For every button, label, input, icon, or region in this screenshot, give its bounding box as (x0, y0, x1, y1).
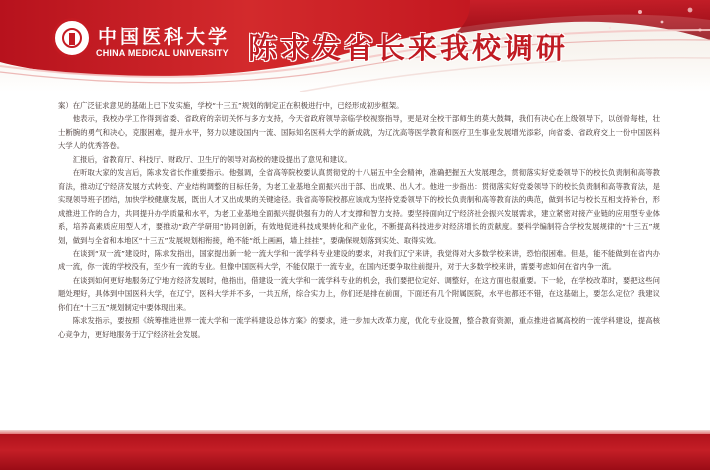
footer-band (0, 434, 710, 470)
university-logo (52, 18, 237, 68)
paragraph: 在谈到“双一流”建设时，陈求发指出，国家提出新一轮一流大学和一流学科专业建设的要求，对我们辽宁来讲，我觉得对大多数学校来讲，恐怕很困难。但是，能不能做到在省内办成一流，你一流的学校没有，至少有一流的专业。但像中国医科大学，不能仅限于一流专业，在国内还要争取往前提升，对于大多数学校来讲，需要考虑如何在省内争一流。 (58, 248, 660, 272)
paragraph: 案）在广泛征求意见的基础上已下发实施，学校“十三五”规划的制定正在积极进行中，已经形成初步框架。 (58, 101, 404, 110)
header-banner (0, 0, 710, 92)
logo-chinese-name: 中国医科大学 (98, 26, 231, 48)
logo-english-name: CHINA MEDICAL UNIVERSITY (96, 48, 229, 58)
article-body (58, 99, 660, 425)
paragraph: 他表示，我校办学工作得到省委、省政府的亲切关怀与多方支持，今天省政府领导亲临学校视察指导，更是对全校干部师生的莫大鼓舞，我们有决心在上级领导下，以创骨每桂，壮士断腕的勇气和决心，克服困难，提升水平，努力以建设国内一流、国际知名医科大学的新成就，为辽沈高等医学教育和医疗卫生事业发展增光添彩，向省委、省政府交上一份中国医科大学人的优秀答卷。 (58, 114, 660, 151)
paragraph: 在听取大家的发言后，陈求发省长作重要指示。他强调，全省高等院校要认真贯彻党的十八届五中全会精神，准确把握五大发展理念，贯彻落实好党委领导下的校长负责制和高等教育法，推动辽宁经济发展方式转变、产业结构调整的目标任务，为老工业基地全面振兴出于部、出成果、出人才。他进一步指出：贯彻落实好党委领导下的校长负责制和高等教育法，是实现领导班子团结，加快学校健康发展，既出人才又出成果的关键途径。我省高等院校都应该成为坚持党委领导下的校长负责制和高等教育法的典范，做到书记与校长互相支持补台，形成推进工作的合力，共同提升办学质量和水平，为老工业基地全面振兴提供强有力的人才支撑和智力支持。要坚持面向辽宁经济社会振兴发展需求，建立紧密对接产业链的应用型专业体系，培养高素质应用型人才，要推动“政产学研用”协同创新，有效地促进科技成果转化和产业化，不断提高科技进步对经济增长的贡献度。要科学编制符合学校发展规律的“十三五”规划，做到与全省和本地区“十三五”发展规划相衔接，绝不能“纸上画画，墙上挂挂”，要确保规划落到实处、取得实效。 (58, 168, 660, 245)
paragraph: 陈求发指示，要按照《统筹推进世界一流大学和一流学科建设总体方案》的要求，进一步加大改革力度，优化专业设置，整合教育资源，重点推进省属高校的一流学科建设，提高核心竞争力，更好地服务于辽宁经济社会发展。 (58, 316, 660, 339)
paragraph: 汇报后，省教育厅、科技厅、财政厅、卫生厅的领导对高校的建设提出了意见和建议。 (72, 154, 352, 164)
university-emblem-icon (52, 18, 92, 58)
page-title: 陈求发省长来我校调研 (248, 31, 569, 65)
paragraph: 在谈到如何更好地服务辽宁地方经济发展时，他指出，借建设一流大学和一流学科专业的机会，我们要把位定好、调整好，在这方面也很重要。下一轮，在学校改革时，要把这些问题处理好，具体到中国医科大学，在辽宁，医科大学并不多，一共五所，综合实力上，你们还是排在前面，下面还有几个附属医院，水平也都还不错，在这基础上，要怎么定位？我建议你们在“十三五”规划制定中要体现出来。 (58, 275, 660, 312)
